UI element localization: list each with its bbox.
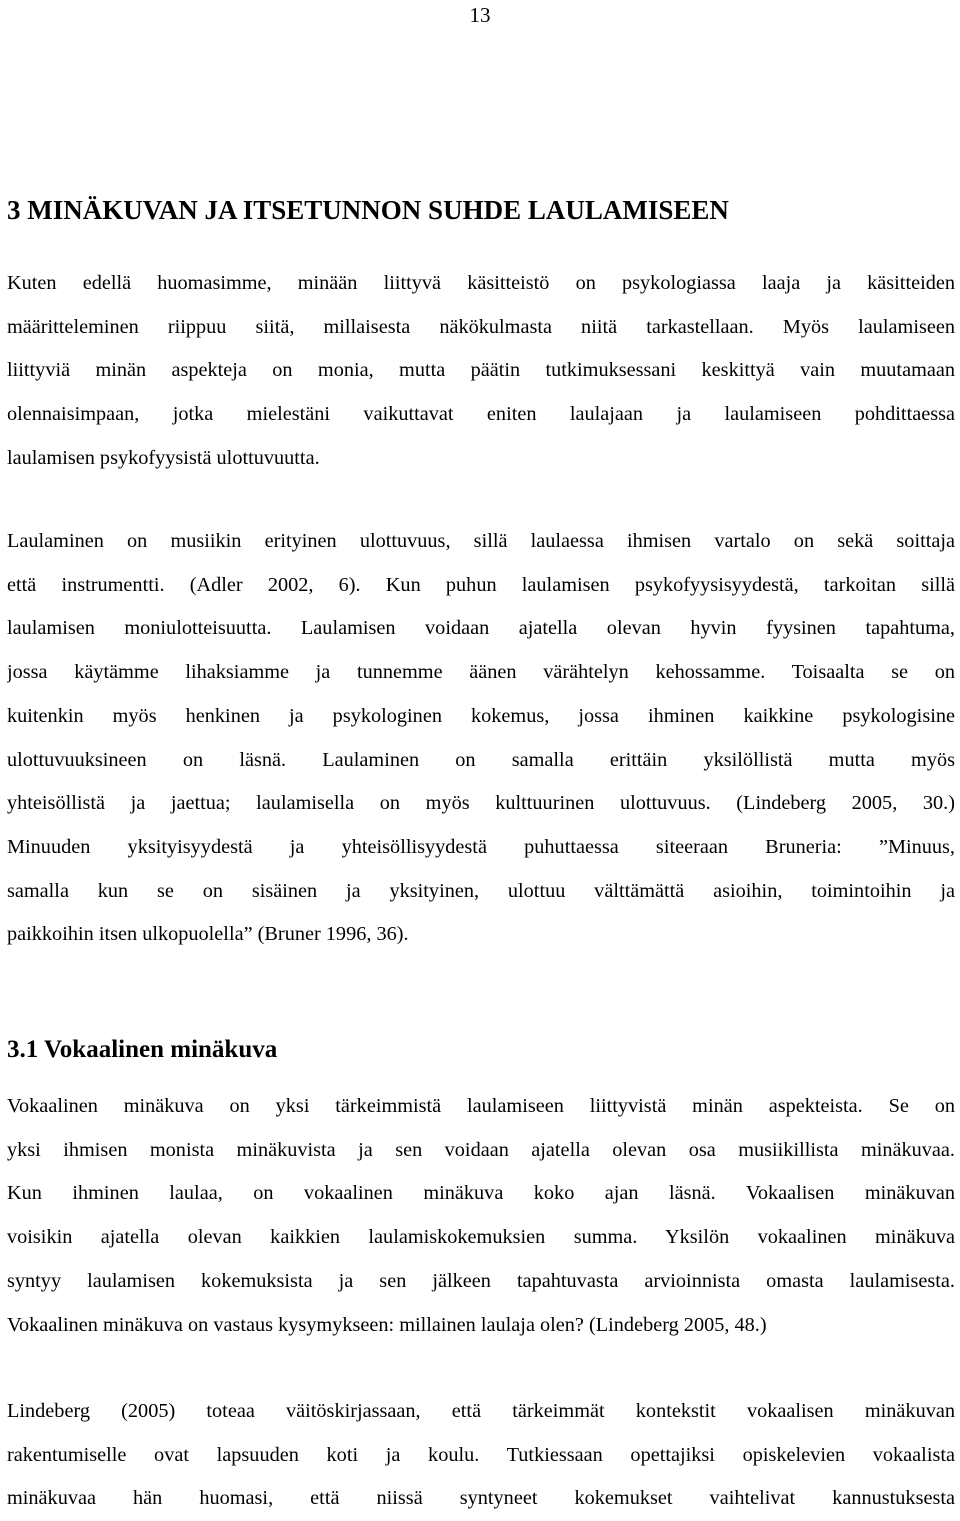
text-line: jossa käytämme lihaksiamme ja tunnemme äänen värähtelyn kehossamme. Toisaalta se on — [7, 661, 955, 684]
text-line: kuitenkin myös henkinen ja psykologinen kokemus, jossa ihminen kaikkine psykologisine — [7, 704, 955, 727]
paragraph-vocal-self-concept — [7, 1085, 955, 1347]
text-line: Kun ihminen laulaa, on vokaalinen minäkuva koko ajan läsnä. Vokaalisen minäkuvan — [7, 1182, 955, 1205]
chapter-heading: 3 MINÄKUVAN JA ITSETUNNON SUHDE LAULAMISEEN — [7, 195, 729, 225]
text-line: Laulaminen on musiikin erityinen ulottuvuus, sillä laulaessa ihmisen vartalo on sekä soittaja — [7, 530, 955, 552]
text-line: määritteleminen riippuu siitä, millaisesta näkökulmasta niitä tarkastellaan. Myös laulamiseen — [7, 315, 955, 338]
text-line: että instrumentti. (Adler 2002, 6). Kun puhun laulamisen psykofyysisyydestä, tarkoitan sillä — [7, 573, 955, 596]
text-line: syntyy laulamisen kokemuksista ja sen jälkeen tapahtuvasta arvioinnista omasta laulamisesta. — [7, 1269, 955, 1292]
text-line: minäkuvaa hän huomasi, että niissä syntyneet kokemukset vaihtelivat kannustuksesta — [7, 1487, 955, 1510]
text-line: rakentumiselle ovat lapsuuden koti ja koulu. Tutkiessaan opettajiksi opiskelevien vokaalista — [7, 1443, 955, 1466]
text-line: paikkoihin itsen ulkopuolella” (Bruner 1996, 36). — [7, 923, 409, 946]
text-line: liittyviä minän aspekteja on monia, mutta päätin tutkimuksessani keskittyä vain muutamaan — [7, 359, 955, 382]
text-line: Vokaalinen minäkuva on vastaus kysymykseen: millainen laulaja olen? (Lindeberg 2005, 48.) — [7, 1313, 767, 1336]
section-heading: 3.1 Vokaalinen minäkuva — [7, 1036, 278, 1063]
text-line: Minuuden yksityisyydestä ja yhteisöllisyydestä puhuttaessa siteeraan Bruneria: ”Minuus, — [7, 835, 955, 858]
text-line: olennaisimpaan, jotka mielestäni vaikuttavat eniten laulajaan ja laulamiseen pohdittaessa — [7, 403, 955, 426]
text-line: samalla kun se on sisäinen ja yksityinen, ulottuu välttämättä asioihin, toimintoihin ja — [7, 879, 955, 902]
paragraph-intro — [7, 262, 955, 481]
text-line: Kuten edellä huomasimme, minään liittyvä käsitteistö on psykologiassa laaja ja käsitteiden — [7, 272, 955, 294]
text-line: Lindeberg (2005) toteaa väitöskirjassaan, että tärkeimmät kontekstit vokaalisen minäkuvan — [7, 1400, 955, 1422]
text-line: yksi ihmisen monista minäkuvista ja sen voidaan ajatella olevan osa musiikillista minäkuvaa. — [7, 1138, 955, 1161]
paragraph-lindeberg — [7, 1390, 955, 1521]
paragraph-singing-dimensions — [7, 520, 955, 957]
text-line: ulottuvuuksineen on läsnä. Laulaminen on samalla erittäin yksilöllistä mutta myös — [7, 748, 955, 771]
text-line: laulamisen psykofyysistä ulottuvuutta. — [7, 446, 320, 469]
text-line: yhteisöllistä ja jaettua; laulamisella on myös kulttuurinen ulottuvuus. (Lindeberg 2005, 30.) — [7, 792, 955, 815]
page-number: 13 — [469, 3, 491, 27]
text-line: laulamisen moniulotteisuutta. Laulamisen voidaan ajatella olevan hyvin fyysinen tapahtuma, — [7, 617, 955, 640]
text-line: Vokaalinen minäkuva on yksi tärkeimmistä laulamiseen liittyvistä minän aspekteista. Se on — [7, 1095, 955, 1117]
text-line: voisikin ajatella olevan kaikkien laulamiskokemuksien summa. Yksilön vokaalinen minäkuva — [7, 1226, 955, 1249]
